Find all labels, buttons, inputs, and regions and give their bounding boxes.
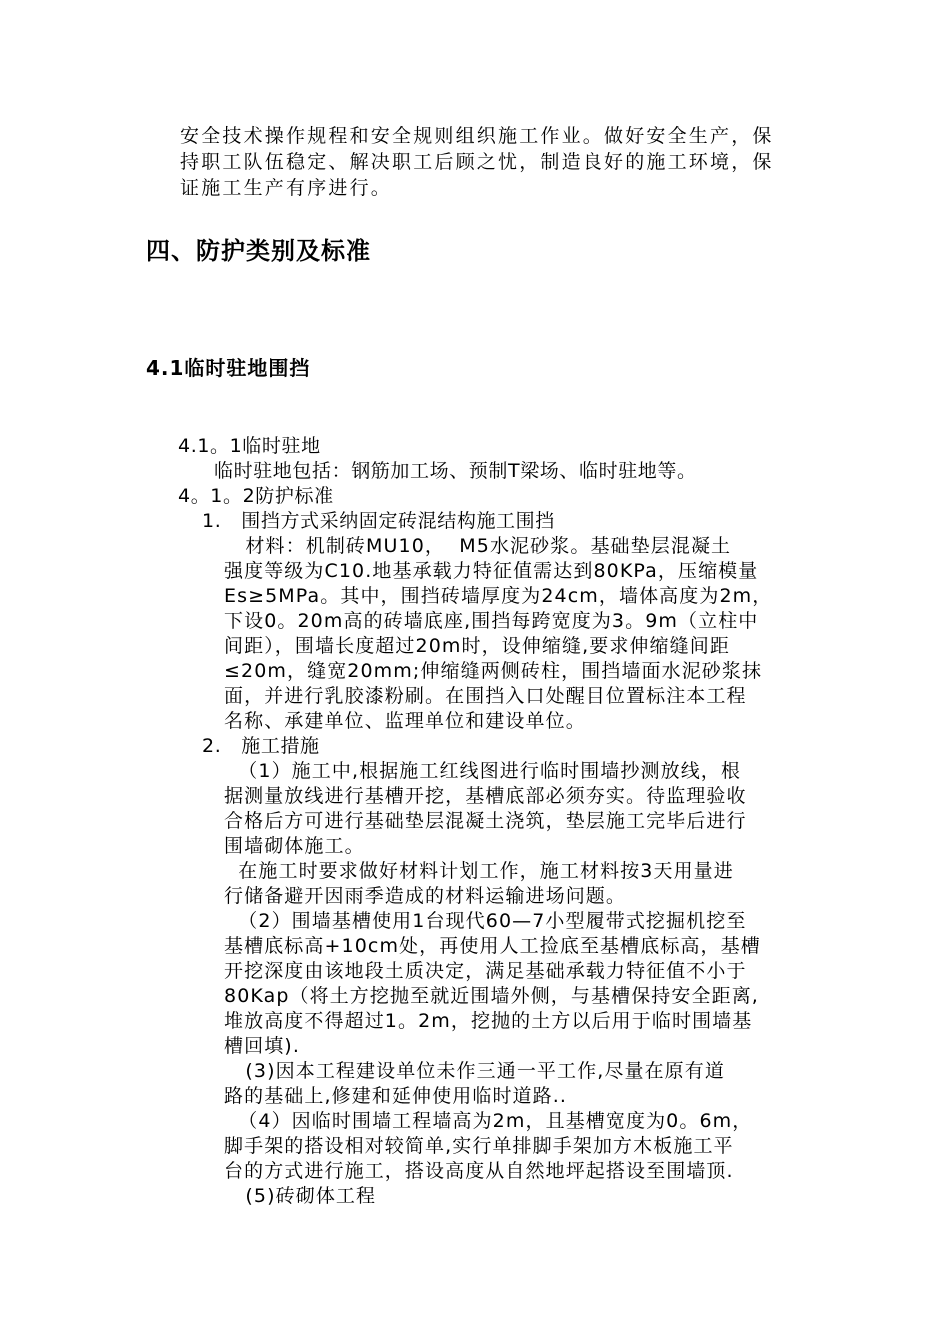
section-heading: 四、防护类别及标准 [146, 237, 371, 265]
intro-line: 安全技术操作规程和安全规则组织施工作业。做好安全生产，保 [180, 125, 774, 147]
paragraph-line: 据测量放线进行基槽开挖，基槽底部必须夯实。待监理验收 [224, 785, 747, 807]
clause-title: 4.1。1临时驻地 [178, 435, 321, 457]
list-item-title: 2. 施工措施 [202, 735, 320, 757]
paragraph-line: (3)因本工程建设单位未作三通一平工作,尽量在原有道 [224, 1060, 725, 1082]
paragraph-line: 槽回填). [224, 1035, 300, 1057]
paragraph-line: 材料：机制砖MU10， M5水泥砂浆。基础垫层混凝土 [224, 535, 732, 557]
intro-line: 证施工生产有序进行。 [180, 177, 393, 199]
paragraph-line: 路的基础上,修建和延伸使用临时道路.. [224, 1085, 568, 1107]
paragraph-line: （1）施工中,根据施工红线图进行临时围墙抄测放线，根 [224, 760, 742, 782]
paragraph-line: 名称、承建单位、监理单位和建设单位。 [224, 710, 586, 732]
paragraph-line: 强度等级为C10.地基承载力特征值需达到80KPa，压缩模量 [224, 560, 759, 582]
paragraph-line: 合格后方可进行基础垫层混凝土浇筑，垫层施工完毕后进行 [224, 810, 747, 832]
paragraph-line: 台的方式进行施工，搭设高度从自然地坪起搭设至围墙顶. [224, 1160, 734, 1182]
paragraph-line: （4）因临时围墙工程墙高为2m，且基槽宽度为0。6m， [224, 1110, 753, 1132]
paragraph-line: ≤20m，缝宽20mm;伸缩缝两侧砖柱，围挡墙面水泥砂浆抹 [224, 660, 763, 682]
paragraph-line: (5)砖砌体工程 [224, 1185, 377, 1207]
paragraph-line: 在施工时要求做好材料计划工作，施工材料按3天用量进 [224, 860, 734, 882]
list-item-title: 1. 围挡方式采纳固定砖混结构施工围挡 [202, 510, 555, 532]
intro-line: 持职工队伍稳定、解决职工后顾之忧，制造良好的施工环境，保 [180, 151, 774, 173]
paragraph-line: 基槽底标高+10cm处，再使用人工捡底至基槽底标高，基槽 [224, 935, 761, 957]
paragraph-line: 面，并进行乳胶漆粉刷。在围挡入口处醒目位置标注本工程 [224, 685, 747, 707]
paragraph-line: 开挖深度由该地段土质决定，满足基础承载力特征值不小于 [224, 960, 747, 982]
subsection-heading: 4.1临时驻地围挡 [146, 356, 311, 380]
paragraph-line: 围墙砌体施工。 [224, 835, 365, 857]
paragraph-line: 下设0。20m高的砖墙底座,围挡每跨宽度为3。9m（立柱中 [224, 610, 759, 632]
clause-title: 4。1。2防护标准 [178, 485, 334, 507]
paragraph-line: 间距），围墙长度超过20m时，设伸缩缝,要求伸缩缝间距 [224, 635, 730, 657]
paragraph-line: （2）围墙基槽使用1台现代60—7小型履带式挖掘机挖至 [224, 910, 747, 932]
clause-text: 临时驻地包括：钢筋加工场、预制T梁场、临时驻地等。 [214, 460, 697, 482]
paragraph-line: Es≥5MPa。其中，围挡砖墙厚度为24cm，墙体高度为2m， [224, 585, 773, 607]
paragraph-line: 脚手架的搭设相对较简单,实行单排脚手架加方木板施工平 [224, 1135, 734, 1157]
paragraph-line: 80Kap（将土方挖抛至就近围墙外侧，与基槽保持安全距离, [224, 985, 759, 1007]
paragraph-line: 行储备避开因雨季造成的材料运输进场问题。 [224, 885, 627, 907]
paragraph-line: 堆放高度不得超过1。2m，挖抛的土方以后用于临时围墙基 [224, 1010, 753, 1032]
